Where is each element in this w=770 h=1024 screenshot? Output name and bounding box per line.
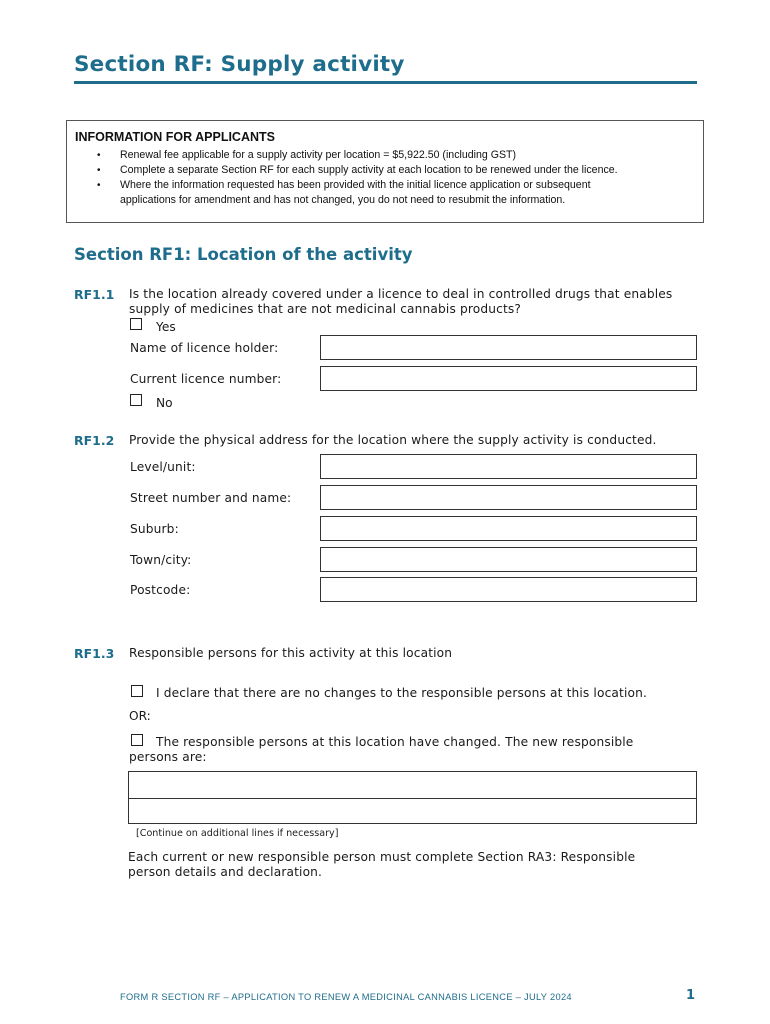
suburb-field[interactable]	[320, 516, 697, 541]
page-title: Section RF: Supply activity	[74, 52, 405, 77]
continue-note: [Continue on additional lines if necessary]	[136, 828, 339, 839]
town-city-field[interactable]	[320, 547, 697, 572]
responsible-persons-table	[128, 771, 697, 824]
title-divider	[74, 81, 697, 84]
information-list	[75, 148, 695, 208]
level-unit-label: Level/unit:	[130, 460, 196, 474]
question-text-rf1-3: Responsible persons for this activity at this location	[129, 646, 453, 660]
no-label: No	[156, 396, 173, 410]
page-footer: FORM R SECTION RF – APPLICATION TO RENEW A MEDICINAL CANNABIS LICENCE – JULY 2024	[120, 992, 572, 1002]
suburb-label: Suburb:	[130, 522, 179, 536]
or-label: OR:	[129, 709, 151, 723]
licence-holder-field[interactable]	[320, 335, 697, 360]
no-changes-label: I declare that there are no changes to the responsible persons at this location.	[156, 686, 648, 700]
no-changes-checkbox[interactable]	[131, 685, 143, 697]
postcode-field[interactable]	[320, 577, 697, 602]
bullet-icon: •	[97, 180, 101, 191]
licence-number-field[interactable]	[320, 366, 697, 391]
street-field[interactable]	[320, 485, 697, 510]
information-box	[66, 120, 704, 223]
question-number-rf1-2: RF1.2	[74, 433, 115, 448]
information-item: • Renewal fee applicable for a supply activity per location = $5,922.50 (including GST)	[97, 149, 517, 161]
information-item: • Where the information requested has been provided with the initial licence application or subsequent	[97, 179, 591, 191]
question-number-rf1-3: RF1.3	[74, 646, 115, 661]
no-checkbox[interactable]	[130, 394, 142, 406]
bullet-icon: •	[97, 165, 101, 176]
town-city-label: Town/city:	[130, 553, 192, 567]
information-item-continued: applications for amendment and has not changed, you do not need to resubmit the information.	[120, 194, 566, 206]
postcode-label: Postcode:	[130, 583, 191, 597]
page-number: 1	[686, 988, 696, 1003]
street-label: Street number and name:	[130, 491, 292, 505]
information-item: • Complete a separate Section RF for each supply activity at each location to be renewed under the licence.	[97, 164, 618, 176]
yes-checkbox[interactable]	[130, 318, 142, 330]
responsible-person-row[interactable]	[129, 772, 696, 798]
bullet-icon: •	[97, 150, 101, 161]
responsible-person-row[interactable]	[129, 798, 696, 823]
question-text-rf1-1: Is the location already covered under a licence to deal in controlled drugs that enables supply of medicines that are not medicinal cannabis products?	[129, 287, 673, 316]
licence-number-label: Current licence number:	[130, 372, 282, 386]
yes-label: Yes	[156, 320, 176, 334]
licence-holder-label: Name of licence holder:	[130, 341, 279, 355]
subsection-title: Section RF1: Location of the activity	[74, 245, 413, 264]
level-unit-field[interactable]	[320, 454, 697, 479]
question-number-rf1-1: RF1.1	[74, 287, 115, 302]
responsible-person-note: Each current or new responsible person must complete Section RA3: Responsible person details and declaration.	[128, 850, 636, 879]
question-text-rf1-2: Provide the physical address for the location where the supply activity is conducted.	[129, 433, 657, 447]
information-heading: INFORMATION FOR APPLICANTS	[75, 130, 275, 144]
changed-label: The responsible persons at this location have changed. The new responsible persons are:	[129, 735, 634, 764]
